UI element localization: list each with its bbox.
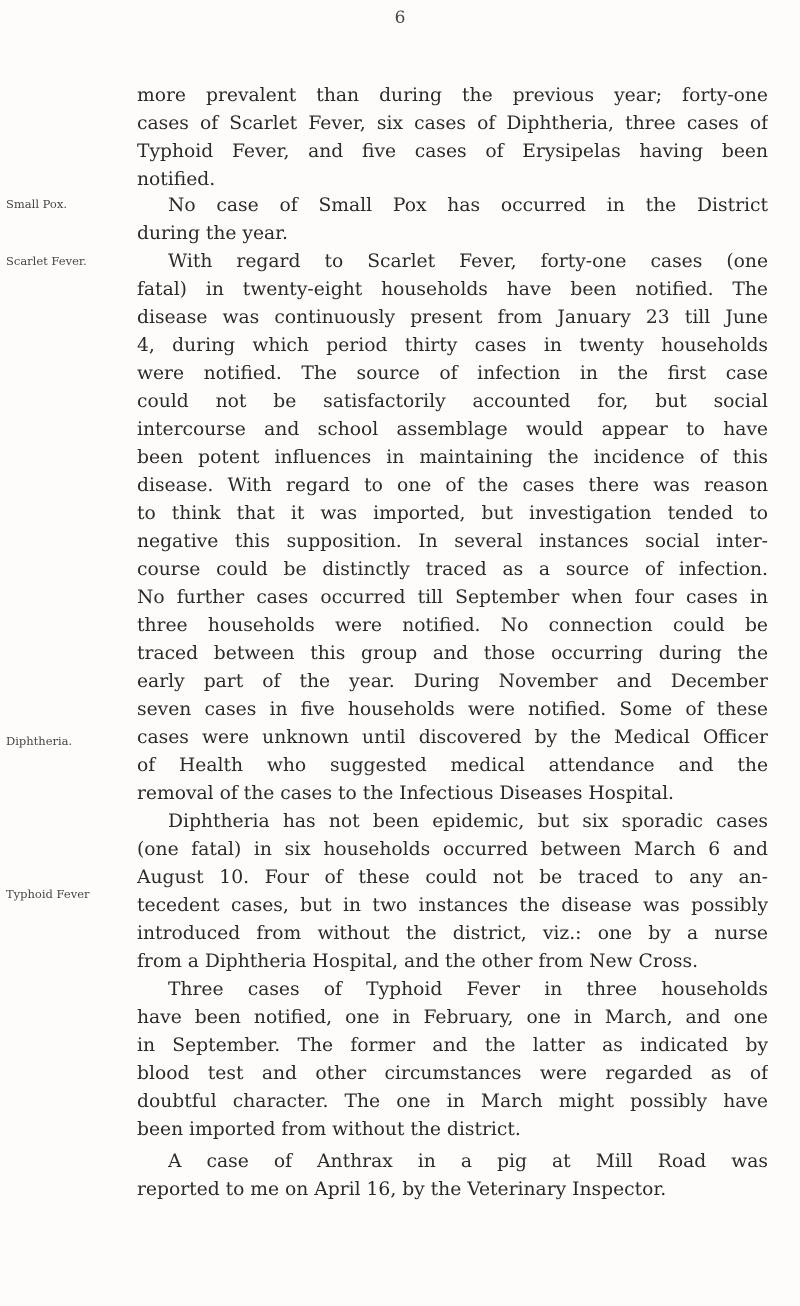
text-line: notified. [137, 169, 216, 190]
text-line: seven cases in five households were notified. Some of these [137, 699, 768, 720]
text-line: course could be distinctly traced as a source of infection. [137, 559, 768, 580]
text-line: three households were notified. No connection could be [137, 615, 768, 636]
text-line: of Health who suggested medical attendance and the [137, 755, 768, 776]
text-line: fatal) in twenty-eight households have been notified. The [137, 279, 768, 300]
text-line: disease was continuously present from January 23 till June [137, 307, 768, 328]
text-line: introduced from without the district, viz.: one by a nurse [137, 923, 768, 944]
page-number: 6 [394, 8, 406, 28]
text-line: (one fatal) in six households occurred between March 6 and [137, 839, 768, 860]
text-line: doubtful character. The one in March might possibly have [137, 1091, 768, 1112]
text-line: 4, during which period thirty cases in twenty households [137, 335, 768, 356]
text-line: could not be satisfactorily accounted for, but social [137, 391, 768, 412]
text-line: early part of the year. During November and December [137, 671, 768, 692]
text-line: during the year. [137, 223, 288, 244]
text-line: from a Diphtheria Hospital, and the other from New Cross. [137, 951, 699, 972]
text-line: blood test and other circumstances were regarded as of [137, 1063, 768, 1084]
text-line: in September. The former and the latter as indicated by [137, 1035, 768, 1056]
text-line: No case of Small Pox has occurred in the District [168, 195, 768, 216]
margin-note-scarlet-fever: Scarlet Fever. [6, 254, 87, 268]
text-line: Three cases of Typhoid Fever in three households [168, 979, 768, 1000]
text-line: been imported from without the district. [137, 1119, 521, 1140]
text-line: cases were unknown until discovered by the Medical Officer [137, 727, 768, 748]
text-line: No further cases occurred till September when four cases in [137, 587, 768, 608]
text-line: to think that it was imported, but investigation tended to [137, 503, 768, 524]
text-line: Typhoid Fever, and five cases of Erysipelas having been [137, 141, 768, 162]
text-line: traced between this group and those occurring during the [137, 643, 768, 664]
margin-note-small-pox: Small Pox. [6, 197, 67, 211]
text-line: A case of Anthrax in a pig at Mill Road was [168, 1151, 768, 1172]
text-line: August 10. Four of these could not be traced to any an- [137, 867, 768, 888]
text-line: disease. With regard to one of the cases there was reason [137, 475, 768, 496]
text-line: been potent influences in maintaining the incidence of this [137, 447, 768, 468]
text-line: more prevalent than during the previous year; forty-one [137, 85, 768, 106]
text-line: With regard to Scarlet Fever, forty-one cases (one [168, 251, 768, 272]
text-line: Diphtheria has not been epidemic, but six sporadic cases [168, 811, 768, 832]
margin-note-typhoid-fever: Typhoid Fever [6, 887, 90, 901]
text-line: tecedent cases, but in two instances the disease was possibly [137, 895, 768, 916]
text-line: removal of the cases to the Infectious Diseases Hospital. [137, 783, 675, 804]
text-line: have been notified, one in February, one in March, and one [137, 1007, 768, 1028]
text-line: cases of Scarlet Fever, six cases of Diphtheria, three cases of [137, 113, 768, 134]
text-line: were notified. The source of infection in the first case [137, 363, 768, 384]
text-line: negative this supposition. In several instances social inter- [137, 531, 768, 552]
text-line: reported to me on April 16, by the Veterinary Inspector. [137, 1179, 667, 1200]
text-line: intercourse and school assemblage would appear to have [137, 419, 768, 440]
margin-note-diphtheria: Diphtheria. [6, 734, 73, 748]
